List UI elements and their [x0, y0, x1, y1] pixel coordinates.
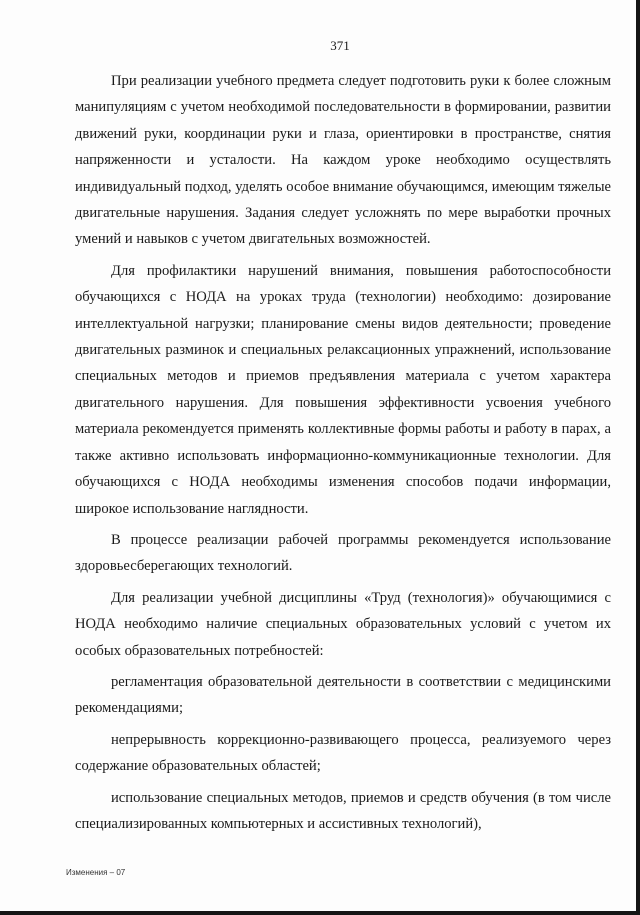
- paragraph-regulation: регламентация образовательной деятельности в соответствии с медицинскими рекомендациями;: [75, 673, 611, 717]
- page-number: 371: [330, 38, 350, 53]
- paragraph-continuity: непрерывность коррекционно-развивающего процесса, реализуемого через содержание образовательных областей;: [75, 731, 611, 775]
- scan-edge-bottom: [0, 911, 640, 915]
- paragraph-special-methods: использование специальных методов, приемов и средств обучения (в том числе специализированных компьютерных и ассистивных технологий),: [75, 789, 611, 832]
- paragraph-hand-preparation: При реализации учебного предмета следует подготовить руки к более сложным манипуляциям с учетом необходимой последовательности в формировании, развитии движений руки, координации руки и глаза, ориентировки в пространстве, снятия напряженности и усталости. На каждом уроке необходимо осуществлять индивидуальный подход, уделять особое внимание обучающимся, имеющим тяжелые двигательные нарушения. Задания следует усложнять по мере выработки прочных умений и навыков с учетом двигательных возможностей.: [75, 73, 611, 248]
- paragraph-special-conditions: Для реализации учебной дисциплины «Труд (технология)» обучающимися с НОДА необходимо наличие специальных образовательных условий с учетом их особых образовательных потребностей:: [75, 589, 611, 659]
- paragraph-health-technologies: В процессе реализации рабочей программы рекомендуется использование здоровьесберегающих технологий.: [75, 531, 611, 575]
- scan-edge-right: [636, 0, 640, 915]
- footer-revision-note: Изменения – 07: [66, 868, 126, 877]
- document-body: [75, 68, 611, 842]
- paragraph-attention-prevention: Для профилактики нарушений внимания, повышения работоспособности обучающихся с НОДА на уроках труда (технологии) необходимо: дозирование интеллектуальной нагрузки; планирование смены видов деятельности; проведение двигательных разминок и специальных релаксационных упражнений, использование специальных методов и приемов предъявления материала с учетом характера двигательного нарушения. Для повышения эффективности усвоения учебного материала рекомендуется применять коллективные формы работы и работу в парах, а также активно использовать информационно-коммуникационные технологии. Для обучающихся с НОДА необходимы изменения способов подачи информации, широкое использование наглядности.: [75, 262, 611, 517]
